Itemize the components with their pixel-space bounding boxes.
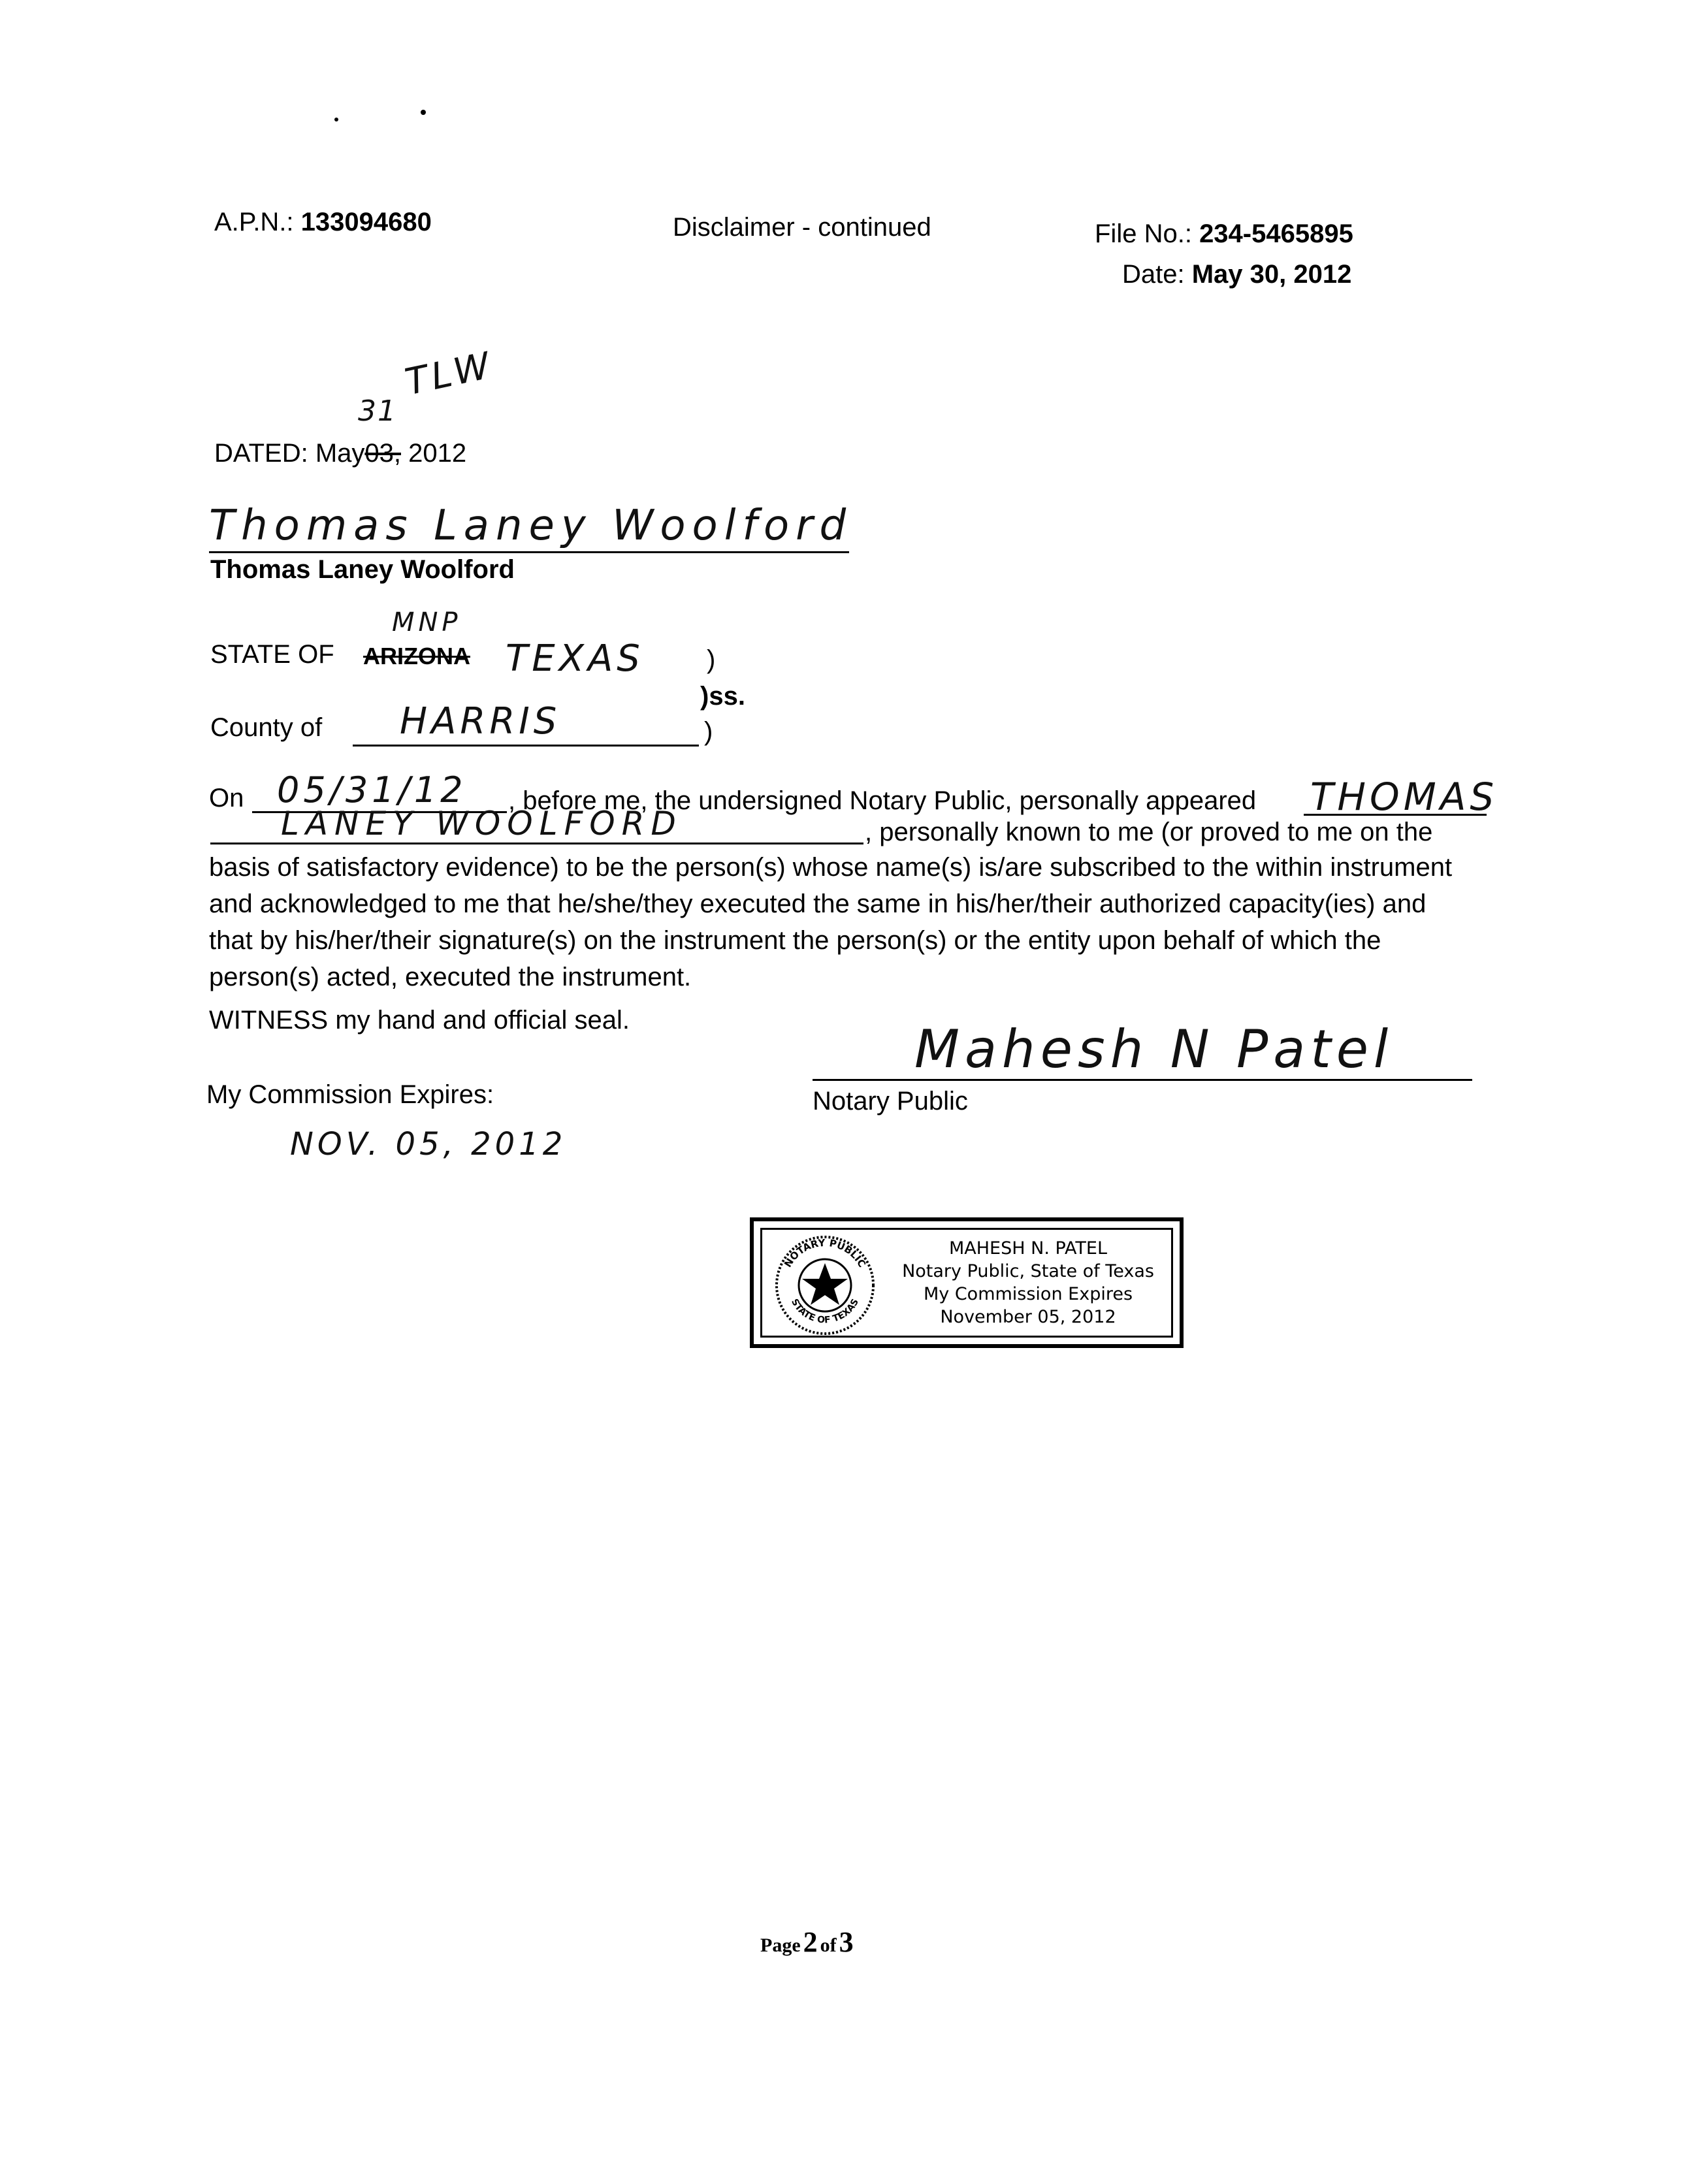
page-total: 3: [839, 1926, 854, 1958]
dated-line: [214, 439, 466, 468]
scan-speck: [421, 110, 426, 115]
signer-signature: Thomas Laney Woolford: [209, 502, 853, 550]
ack-body: basis of satisfactory evidence) to be the person(s) whose name(s) is/are subscribed to the within instrument and acknowledged to me that he/she/they executed the same in his/her/their authorized capacity(ies) and that by his/her/their signature(s) on the instrument the person(s) or the entity upon behalf of which the person(s) acted, executed the instrument.: [209, 853, 1453, 991]
stamp-line4: November 05, 2012: [940, 1307, 1116, 1327]
state-printed: ARIZONA: [363, 643, 470, 669]
ack-text-2: , personally known to me (or proved to me on the: [865, 818, 1433, 846]
apn: [214, 208, 432, 237]
notary-label: Notary Public: [813, 1087, 968, 1116]
notary-stamp: [750, 1217, 1184, 1348]
page-prefix: Page: [760, 1935, 801, 1956]
page-current: 2: [803, 1926, 818, 1958]
center-title: Disclaimer - continued: [673, 213, 931, 242]
date-label: Date:: [1122, 260, 1185, 289]
date-value: May 30, 2012: [1191, 260, 1352, 289]
page-of: of: [820, 1935, 837, 1956]
ack-date-handwritten: 05/31/12: [277, 769, 467, 811]
seal-top-text: NOTARY PUBLIC: [781, 1236, 869, 1270]
apn-value: 133094680: [300, 208, 432, 236]
state-handwritten: TEXAS: [506, 637, 644, 680]
commission-handwritten: NOV. 05, 2012: [290, 1126, 567, 1163]
commission-label: My Commission Expires:: [206, 1080, 494, 1109]
apn-label: A.P.N.:: [214, 208, 294, 236]
county-label: County of: [210, 713, 323, 742]
state-correction-initials: MNP: [392, 607, 462, 637]
witness-text: WITNESS my hand and official seal.: [209, 1006, 630, 1035]
county-handwritten: HARRIS: [400, 700, 561, 743]
ack-name-handwritten-1: THOMAS: [1310, 775, 1498, 819]
file-value: 234-5465895: [1199, 219, 1353, 248]
stamp-line3: My Commission Expires: [923, 1284, 1133, 1304]
scan-speck: [334, 118, 338, 121]
county-paren: ): [704, 717, 713, 746]
ss-mark: )ss.: [700, 682, 745, 711]
notary-seal-icon: [769, 1233, 880, 1338]
header-date: [1122, 260, 1351, 289]
ack-on-label: On: [209, 784, 244, 812]
page-number: [760, 1925, 854, 1959]
handwritten-day: 31: [358, 394, 397, 428]
stamp-text: [884, 1237, 1172, 1328]
notary-signature: Mahesh N Patel: [914, 1019, 1394, 1080]
county-line: [353, 745, 699, 747]
ack-name-line-1: [1304, 814, 1487, 816]
notary-signature-line: [813, 1079, 1472, 1081]
dated-year: 2012: [408, 439, 467, 468]
ack-name-handwritten-2: LANEY WOOLFORD: [281, 805, 683, 843]
stamp-name: MAHESH N. PATEL: [948, 1238, 1108, 1259]
ack-text-1: , before me, the undersigned Notary Public, personally appeared: [508, 786, 1257, 815]
stamp-title: Notary Public, State of Texas: [902, 1261, 1154, 1281]
signature-line: [209, 551, 849, 553]
state-label: STATE OF: [210, 640, 334, 669]
seal-bottom-text: STATE OF TEXAS: [788, 1297, 862, 1326]
file-number: [1095, 219, 1353, 249]
signer-printed-name: Thomas Laney Woolford: [210, 555, 515, 584]
dated-label: DATED: May: [214, 439, 365, 468]
ack-name-line-2: [210, 843, 863, 844]
state-paren: ): [707, 645, 716, 674]
dated-original-day: 03,: [364, 439, 401, 468]
file-label: File No.:: [1095, 219, 1192, 248]
handwritten-initials: TLW: [401, 344, 498, 404]
